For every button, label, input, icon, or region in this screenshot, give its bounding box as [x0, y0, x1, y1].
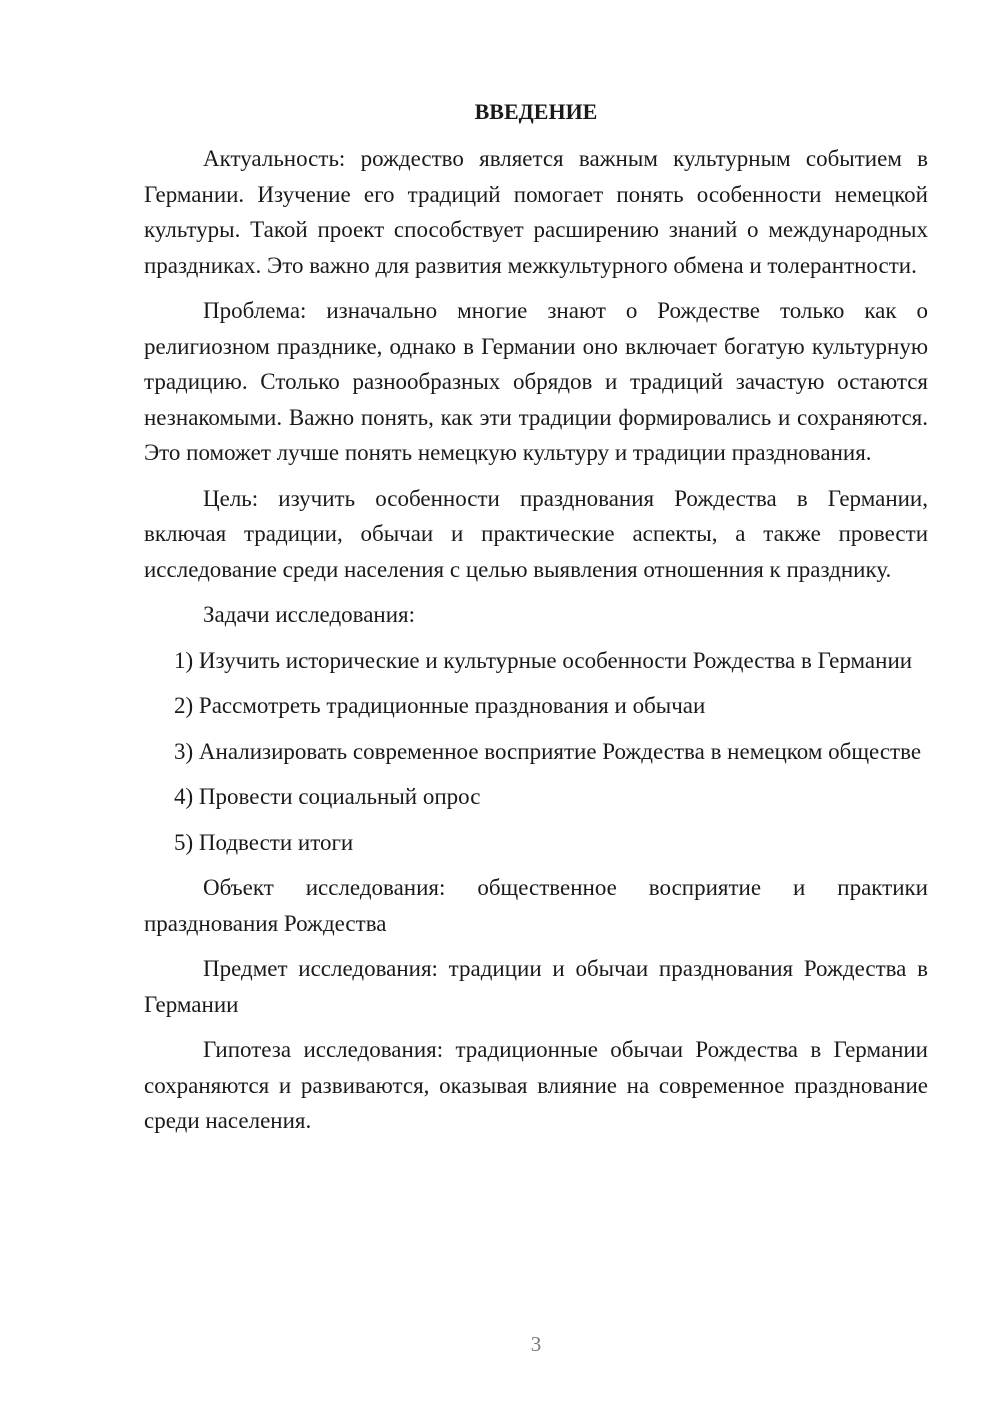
research-object-paragraph: Объект исследования: общественное восприятие и практики празднования Рождества [144, 875, 928, 936]
problem-paragraph: Проблема: изначально многие знают о Рождестве только как о религиозном празднике, однако в Германии оно включает богатую культурную традицию. Столько разнообразных обрядов и традиций зачастую остаются незнакомыми. Важно понять, как эти традиции формировались и сохраняются. Это поможет лучше понять немецкую культуру и традиции празднования. [144, 298, 928, 465]
tasks-heading: Задачи исследования: [203, 602, 416, 627]
task-item: 1) Изучить исторические и культурные особенности Рождества в Германии [174, 647, 913, 673]
relevance-paragraph: Актуальность: рождество является важным культурным событием в Германии. Изучение его традиций помогает понять особенности немецкой культуры. Такой проект способствует расширению знаний о международных праздниках. Это важно для развития межкультурного обмена и толерантности. [144, 146, 928, 278]
research-subject-paragraph: Предмет исследования: традиции и обычаи празднования Рождества в Германии [144, 956, 928, 1017]
page-number: 3 [530, 1332, 542, 1356]
goal-paragraph: Цель: изучить особенности празднования Рождества в Германии, включая традиции, обычаи и практические аспекты, а также провести исследование среди населения с целью выявления отношенния к празднику. [144, 485, 928, 582]
task-item: 4) Провести социальный опрос [174, 784, 481, 809]
hypothesis-paragraph: Гипотеза исследования: традиционные обычаи Рождества в Германии сохраняются и развиваются, оказывая влияние на современное празднование среди населения. [144, 1037, 928, 1133]
task-item: 3) Анализировать современное восприятие Рождества в немецком обществе [174, 738, 922, 764]
task-item: 2) Рассмотреть традиционные празднования и обычаи [174, 693, 706, 718]
section-title: ВВЕДЕНИЕ [474, 99, 598, 124]
document-page [144, 94, 928, 1149]
task-item: 5) Подвести итоги [174, 829, 354, 855]
